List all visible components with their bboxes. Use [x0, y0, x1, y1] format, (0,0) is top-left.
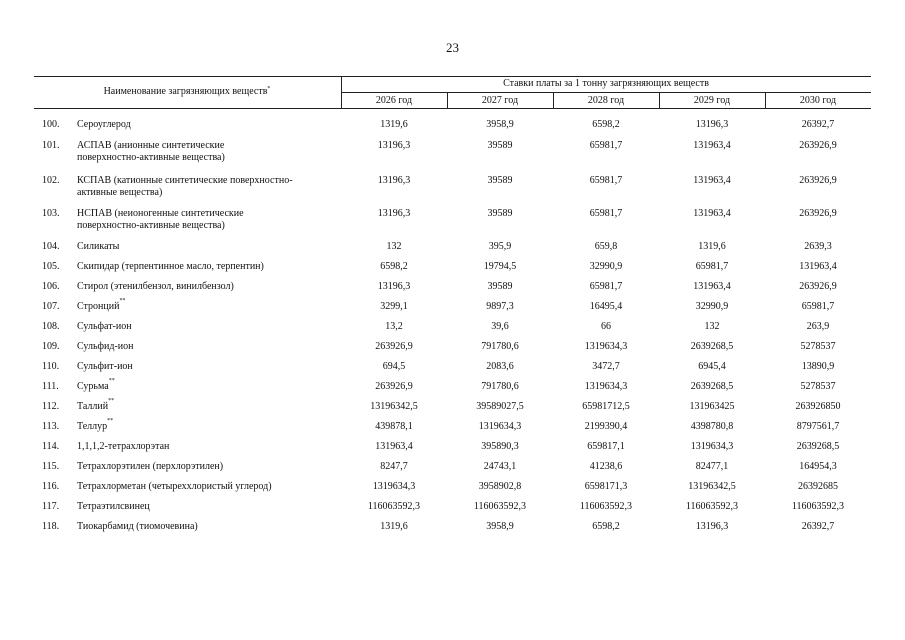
rate-value-2028: 65981,7 [589, 281, 623, 292]
substance-name-text: Тетрахлорэтилен (перхлорэтилен) [77, 461, 224, 472]
substance-name [77, 140, 339, 164]
substance-name-text: Сероуглерод [77, 119, 131, 130]
row-number: 111. [42, 381, 59, 392]
rate-value-2030: 164954,3 [799, 461, 837, 472]
row-number: 106. [42, 281, 60, 292]
rate-value-2026: 13196342,5 [370, 401, 418, 412]
rate-value-2028: 6598171,3 [584, 481, 628, 492]
row-number: 114. [42, 441, 60, 452]
rate-value-2026: 13196,3 [377, 175, 411, 186]
rate-value-2027: 39,6 [491, 321, 509, 332]
rate-value-2030: 5278537 [800, 341, 836, 352]
rate-value-2030: 263926,9 [799, 140, 837, 151]
rate-value-2027: 39589 [487, 175, 513, 186]
rate-value-2030: 131963,4 [799, 261, 837, 272]
substance-name-text: Тетрахлорметан (четыреххлористый углерод) [77, 481, 272, 492]
rate-value-2028: 3472,7 [592, 361, 620, 372]
rate-value-2026: 439878,1 [375, 421, 413, 432]
rate-value-2030: 263926,9 [799, 281, 837, 292]
rate-value-2029: 1319634,3 [690, 441, 734, 452]
rate-value-2026: 8247,7 [380, 461, 408, 472]
rate-value-2027: 2083,6 [486, 361, 514, 372]
rate-value-2026: 3299,1 [380, 301, 408, 312]
substance-name-line [77, 175, 339, 187]
rate-value-2027: 24743,1 [483, 461, 517, 472]
rate-value-2028: 41238,6 [589, 461, 623, 472]
rate-value-2026: 694,5 [382, 361, 406, 372]
page-number: 23 [446, 40, 459, 55]
rate-value-2029: 132 [704, 321, 720, 332]
substance-name-text: Сульфид-ион [77, 341, 134, 352]
year-header-2029: 2029 год [693, 95, 731, 106]
substance-name-text: Сульфит-ион [77, 361, 133, 372]
substance-name-line [77, 378, 339, 393]
substance-name-line [77, 321, 339, 333]
footnote-mark: ** [119, 298, 126, 304]
rate-value-2027: 791780,6 [481, 381, 519, 392]
rate-value-2030: 65981,7 [801, 301, 835, 312]
substance-name-text: Теллур [77, 421, 108, 432]
substance-name-line [77, 361, 339, 373]
rate-value-2026: 13196,3 [377, 140, 411, 151]
rate-value-2027: 395,9 [488, 241, 512, 252]
substance-name [77, 341, 339, 353]
substance-name [77, 418, 339, 433]
substance-name-line [77, 140, 339, 152]
rate-value-2028: 116063592,3 [579, 501, 633, 512]
rate-value-2029: 131963,4 [693, 175, 731, 186]
rate-value-2030: 26392,7 [801, 521, 835, 532]
rate-value-2026: 131963,4 [375, 441, 413, 452]
substance-name [77, 208, 339, 232]
name-column-header-text: Наименование загрязняющих веществ [103, 86, 268, 97]
rate-value-2029: 131963,4 [693, 208, 731, 219]
substance-name [77, 501, 339, 513]
rate-value-2026: 132 [386, 241, 402, 252]
rate-value-2029: 116063592,3 [685, 501, 739, 512]
rate-value-2029: 2639268,5 [690, 341, 734, 352]
rate-value-2028: 659817,1 [587, 441, 625, 452]
rate-value-2030: 2639268,5 [796, 441, 840, 452]
row-number: 100. [42, 119, 60, 130]
substance-name-line [77, 441, 339, 453]
substance-name-line [77, 341, 339, 353]
substance-name [77, 298, 339, 313]
rate-value-2027: 3958,9 [486, 521, 514, 532]
rate-value-2027: 39589 [487, 281, 513, 292]
rate-value-2028: 6598,2 [592, 521, 620, 532]
rate-value-2030: 5278537 [800, 381, 836, 392]
year-header-2030: 2030 год [799, 95, 837, 106]
rate-value-2029: 131963,4 [693, 140, 731, 151]
rate-value-2026: 6598,2 [380, 261, 408, 272]
substance-name-line [77, 281, 339, 293]
substance-name-line [77, 152, 339, 164]
substance-name-text: Сурьма [77, 381, 109, 392]
row-number: 109. [42, 341, 60, 352]
rate-value-2027: 116063592,3 [473, 501, 527, 512]
substance-name [77, 119, 339, 131]
substance-name-line [77, 119, 339, 131]
rate-value-2027: 19794,5 [483, 261, 517, 272]
rate-value-2028: 6598,2 [592, 119, 620, 130]
rate-value-2027: 3958,9 [486, 119, 514, 130]
row-number: 104. [42, 241, 60, 252]
rate-value-2028: 659,8 [594, 241, 618, 252]
rate-value-2027: 791780,6 [481, 341, 519, 352]
substance-name-line [77, 398, 339, 413]
substance-name [77, 241, 339, 253]
substance-name-line [77, 521, 339, 533]
rate-value-2027: 39589 [487, 140, 513, 151]
substance-name [77, 281, 339, 293]
rate-value-2029: 13196,3 [695, 119, 729, 130]
rate-value-2029: 65981,7 [695, 261, 729, 272]
rate-value-2030: 26392685 [798, 481, 838, 492]
substance-name-text: поверхностно-активные вещества) [77, 220, 225, 231]
rate-value-2027: 39589 [487, 208, 513, 219]
substance-name-text: Силикаты [77, 241, 120, 252]
row-number: 108. [42, 321, 60, 332]
substance-name [77, 361, 339, 373]
substance-name-text: Таллий [77, 401, 109, 412]
rate-value-2028: 2199390,4 [584, 421, 628, 432]
rate-value-2030: 263926,9 [799, 175, 837, 186]
footnote-mark: ** [108, 378, 115, 384]
rate-value-2026: 1319634,3 [372, 481, 416, 492]
rate-value-2026: 1319,6 [380, 119, 408, 130]
footnote-mark: ** [108, 398, 115, 404]
substance-name-line [77, 501, 339, 513]
substance-name [77, 321, 339, 333]
rate-value-2027: 1319634,3 [478, 421, 522, 432]
row-number: 110. [42, 361, 60, 372]
rate-value-2029: 13196,3 [695, 521, 729, 532]
rate-value-2028: 16495,4 [589, 301, 623, 312]
rate-value-2029: 6945,4 [698, 361, 726, 372]
substance-name-text: Стирол (этенилбензол, винилбензол) [77, 281, 234, 292]
rate-value-2030: 263926,9 [799, 208, 837, 219]
substance-name-text: Тиокарбамид (тиомочевина) [77, 521, 198, 532]
rate-value-2026: 263926,9 [375, 341, 413, 352]
substance-name [77, 261, 339, 273]
substance-name-text: Стронций [77, 301, 120, 312]
group-header-rule [341, 92, 871, 93]
rate-value-2030: 116063592,3 [791, 501, 845, 512]
rate-value-2027: 3958902,8 [478, 481, 522, 492]
rate-value-2026: 116063592,3 [367, 501, 421, 512]
row-number: 107. [42, 301, 60, 312]
substance-name-text: активные вещества) [77, 187, 163, 198]
rate-value-2029: 131963,4 [693, 281, 731, 292]
rate-value-2030: 263,9 [806, 321, 830, 332]
rate-value-2029: 1319,6 [698, 241, 726, 252]
row-number: 101. [42, 140, 60, 151]
rate-value-2029: 82477,1 [695, 461, 729, 472]
substance-name-line [77, 461, 339, 473]
rate-value-2029: 4398780,8 [690, 421, 734, 432]
substance-name [77, 521, 339, 533]
substance-name [77, 481, 339, 493]
name-column-header [34, 86, 340, 97]
row-number: 116. [42, 481, 60, 492]
substance-name-text: Сульфат-ион [77, 321, 132, 332]
row-number: 112. [42, 401, 60, 412]
row-number: 103. [42, 208, 60, 219]
rate-value-2029: 131963425 [689, 401, 735, 412]
rate-value-2030: 13890,9 [801, 361, 835, 372]
row-number: 102. [42, 175, 60, 186]
rate-value-2027: 395890,3 [481, 441, 519, 452]
rate-value-2029: 2639268,5 [690, 381, 734, 392]
rate-value-2030: 26392,7 [801, 119, 835, 130]
substance-name [77, 175, 339, 199]
row-number: 113. [42, 421, 60, 432]
substance-name-text: поверхностно-активные вещества) [77, 152, 225, 163]
substance-name [77, 378, 339, 393]
substance-name-text: 1,1,1,2-тетрахлорэтан [77, 441, 170, 452]
rate-value-2028: 1319634,3 [584, 341, 628, 352]
rate-value-2028: 1319634,3 [584, 381, 628, 392]
substance-name-line [77, 418, 339, 433]
rate-value-2029: 13196342,5 [688, 481, 736, 492]
rate-value-2026: 263926,9 [375, 381, 413, 392]
rate-value-2026: 13196,3 [377, 281, 411, 292]
substance-name [77, 398, 339, 413]
rate-value-2028: 32990,9 [589, 261, 623, 272]
substance-name-line [77, 187, 339, 199]
rate-value-2030: 8797561,7 [796, 421, 840, 432]
year-header-2028: 2028 год [587, 95, 625, 106]
row-number: 118. [42, 521, 60, 532]
substance-name-text: Скипидар (терпентинное масло, терпентин) [77, 261, 264, 272]
rate-value-2026: 1319,6 [380, 521, 408, 532]
substance-name-line [77, 241, 339, 253]
substance-name-line [77, 481, 339, 493]
rate-value-2028: 65981712,5 [582, 401, 630, 412]
row-number: 117. [42, 501, 60, 512]
substance-name-line [77, 220, 339, 232]
rate-value-2026: 13,2 [385, 321, 403, 332]
substance-name-text: АСПАВ (анионные синтетические [77, 140, 225, 151]
row-number: 115. [42, 461, 60, 472]
name-column-footnote-mark: * [267, 86, 271, 92]
rate-value-2030: 263926850 [795, 401, 841, 412]
rate-value-2027: 9897,3 [486, 301, 514, 312]
substance-name [77, 461, 339, 473]
rates-group-header: Ставки платы за 1 тонну загрязняющих веществ [503, 78, 709, 89]
header-top-rule [34, 76, 871, 77]
footnote-mark: ** [107, 418, 114, 424]
row-number: 105. [42, 261, 60, 272]
rate-value-2028: 65981,7 [589, 140, 623, 151]
substance-name [77, 441, 339, 453]
substance-name-line [77, 208, 339, 220]
rate-value-2030: 2639,3 [804, 241, 832, 252]
substance-name-text: Тетраэтилсвинец [77, 501, 150, 512]
year-header-2027: 2027 год [481, 95, 519, 106]
rate-value-2029: 32990,9 [695, 301, 729, 312]
rate-value-2028: 65981,7 [589, 175, 623, 186]
substance-name-line [77, 261, 339, 273]
rate-value-2026: 13196,3 [377, 208, 411, 219]
rate-value-2028: 66 [601, 321, 611, 332]
header-bottom-rule [34, 108, 871, 109]
substance-name-text: НСПАВ (неионогенные синтетические [77, 208, 244, 219]
rate-value-2028: 65981,7 [589, 208, 623, 219]
substance-name-text: КСПАВ (катионные синтетические поверхностно- [77, 175, 293, 186]
year-header-2026: 2026 год [375, 95, 413, 106]
substance-name-line [77, 298, 339, 313]
rate-value-2027: 39589027,5 [476, 401, 524, 412]
